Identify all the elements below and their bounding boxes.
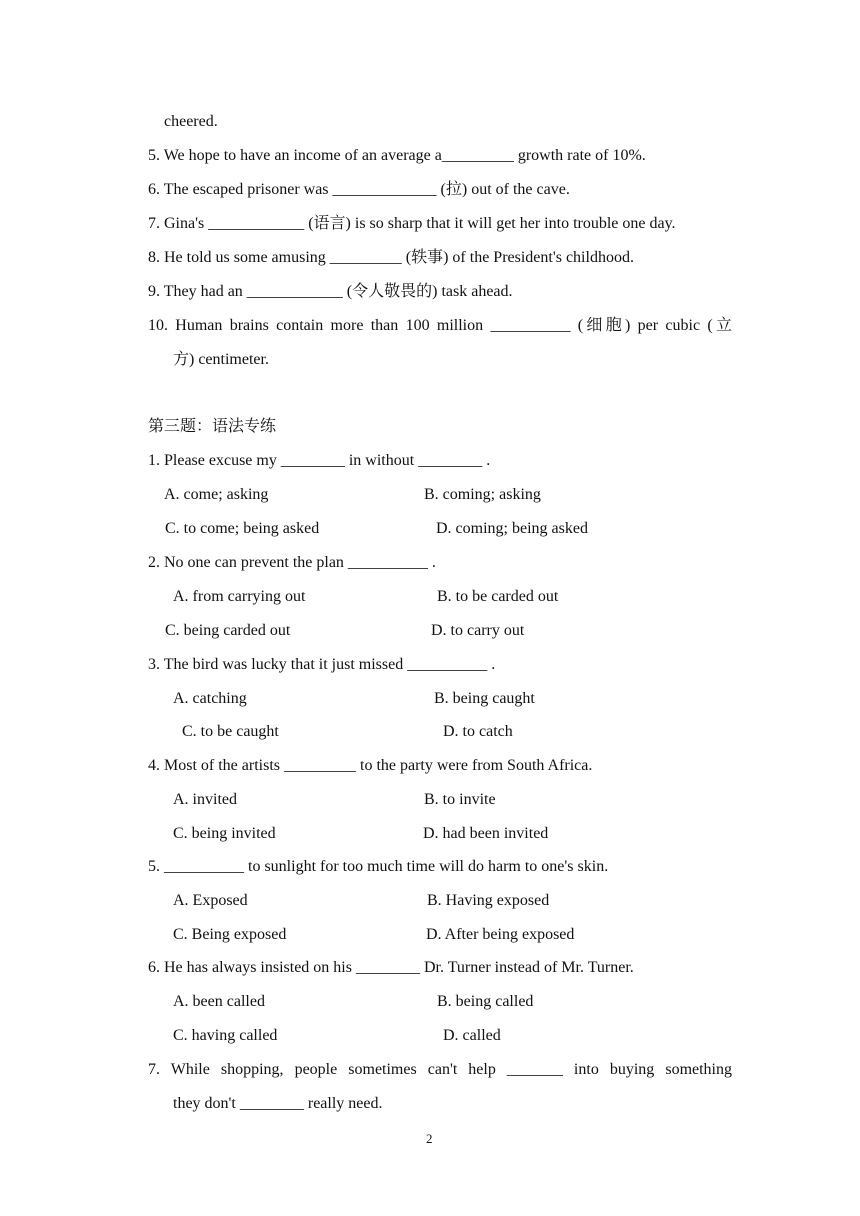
question-5-option-b: B. Having exposed	[427, 892, 550, 909]
question-1-option-a: A. come; asking	[164, 486, 269, 503]
question-5-stem: 5. __________ to sunlight for too much time will do harm to one's skin.	[148, 858, 609, 875]
question-2-option-c: C. being carded out	[165, 622, 291, 639]
vocab-item-8: 8. He told us some amusing _________ (轶事) of the President's childhood.	[148, 249, 634, 266]
question-2-option-b: B. to be carded out	[437, 588, 559, 605]
question-5-option-c: C. Being exposed	[173, 926, 287, 943]
carryover-text: cheered.	[164, 113, 218, 130]
question-3-option-d: D. to catch	[443, 723, 513, 740]
vocab-item-9: 9. They had an ____________ (令人敬畏的) task ahead.	[148, 283, 513, 300]
page-number: 2	[426, 1131, 433, 1146]
question-4-stem: 4. Most of the artists _________ to the party were from South Africa.	[148, 757, 593, 774]
question-1-stem: 1. Please excuse my ________ in without ________ .	[148, 452, 491, 469]
vocab-item-7: 7. Gina's ____________ (语言) is so sharp that it will get her into trouble one day.	[148, 215, 676, 232]
vocab-item-6: 6. The escaped prisoner was _____________ (拉) out of the cave.	[148, 181, 570, 198]
question-3-option-c: C. to be caught	[182, 723, 279, 740]
question-2-stem: 2. No one can prevent the plan __________ .	[148, 554, 436, 571]
question-1-option-b: B. coming; asking	[424, 486, 541, 503]
question-4-option-d: D. had been invited	[423, 825, 549, 842]
question-3-option-b: B. being caught	[434, 690, 535, 707]
vocab-item-10: 10. Human brains contain more than 100 million __________ (细胞) per cubic (立	[148, 317, 732, 334]
question-6-option-d: D. called	[443, 1027, 501, 1044]
question-5-option-a: A. Exposed	[173, 892, 248, 909]
question-5-option-d: D. After being exposed	[426, 926, 575, 943]
section-title: 第三题：语法专练	[148, 418, 277, 435]
question-6-option-b: B. being called	[437, 993, 534, 1010]
question-1-option-c: C. to come; being asked	[165, 520, 320, 537]
vocab-item-5: 5. We hope to have an income of an average a_________ growth rate of 10%.	[148, 147, 646, 164]
question-4-option-a: A. invited	[173, 791, 237, 808]
question-6-option-c: C. having called	[173, 1027, 278, 1044]
question-2-option-a: A. from carrying out	[173, 588, 306, 605]
question-7-stem-cont: they don't ________ really need.	[173, 1095, 383, 1112]
question-2-option-d: D. to carry out	[431, 622, 525, 639]
question-4-option-c: C. being invited	[173, 825, 276, 842]
question-3-option-a: A. catching	[173, 690, 247, 707]
question-1-option-d: D. coming; being asked	[436, 520, 588, 537]
question-7-stem: 7. While shopping, people sometimes can't help _______ into buying something	[148, 1061, 732, 1078]
question-6-option-a: A. been called	[173, 993, 265, 1010]
question-6-stem: 6. He has always insisted on his ________ Dr. Turner instead of Mr. Turner.	[148, 959, 634, 976]
question-4-option-b: B. to invite	[424, 791, 496, 808]
vocab-item-10-cont: 方) centimeter.	[173, 351, 269, 368]
question-3-stem: 3. The bird was lucky that it just missed __________ .	[148, 656, 496, 673]
